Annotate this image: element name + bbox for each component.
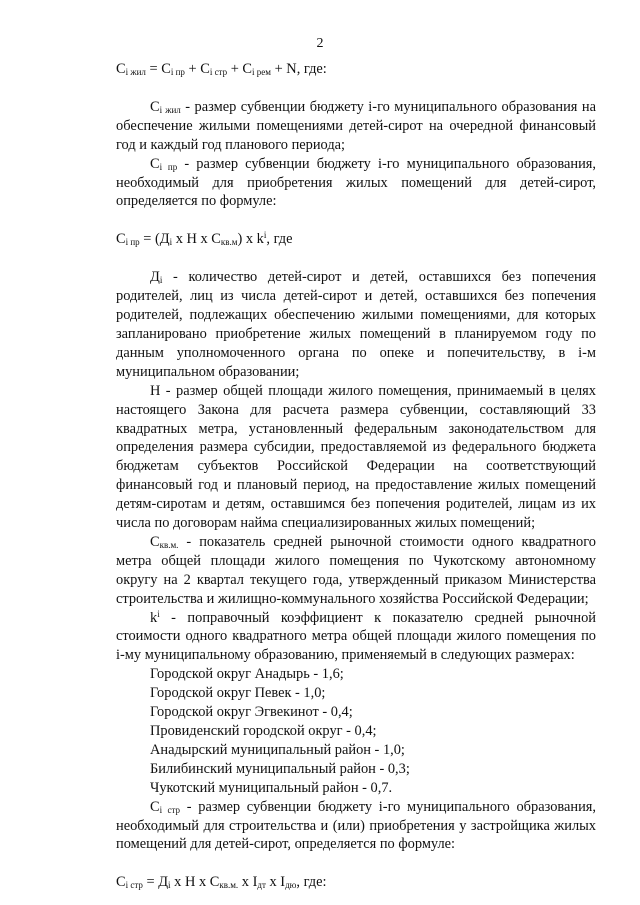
paragraph-c-kvm: $С_{кв.м.}$ - показатель средней рыночной стоимости одного квадратного метра общей площади жилого помещения по Чукотскому автономному округу на 2 квартал текущего года, утвержденный приказом Министерства строительства и жилищно-коммунального хозяйства Российской Федерации; [116,533,596,607]
formula-c-str: $С_{i стр} = Д_i$ х Н х $С_{кв.м.}$ х $I_{дт}$ х $I_{дю}$, где: [116,874,327,891]
paragraph-c-zhil: $С_{i жил}$ - размер субвенции бюджету i-го муниципального образования на обеспечение жилыми помещениями детей-сирот на очередной финансовый год и каждый год планового периода; [116,98,596,153]
list-item: Городской округ Анадырь - 1,6; [150,666,344,683]
paragraph-h: Н - размер общей площади жилого помещения, принимаемый в целях настоящего Закона для расчета размера субвенции, составляющий 33 квадратных метра, установленный федеральным законодательством для определения размера субсидии, предоставляемой из федерального бюджета бюджетам субъектов Российской Федерации на соответствующий финансовый год и плановый период, на предоставление жилых помещений детям-сиротам и детям, оставшимся без попечения родителей, лицам из их числа по договорам найма специализированных жилых помещений; [116,382,596,532]
document-body [116,60,596,892]
formula-c-pr: $С_{i пр} = (Д_i$ х Н х $С_{кв.м}$) х $k^i$, где [116,230,293,248]
paragraph-c-pr: $С_{i пр}$ - размер субвенции бюджету i-го муниципального образования, необходимый для приобретения жилых помещений для детей-сирот, определяется по формуле: [116,155,596,210]
list-item: Анадырский муниципальный район - 1,0; [150,741,405,758]
list-item: Городской округ Певек - 1,0; [150,685,326,702]
list-item: Провиденский городской округ - 0,4; [150,723,377,739]
list-item: Чукотский муниципальный район - 0,7. [150,779,393,796]
formula-c-zhil: $С_{i жил} = С_{i пр} + С_{i стр} + С_{i рем} + N$, где: [116,61,327,77]
page-number: 2 [316,36,324,51]
paragraph-d-i: $Д_i$ - количество детей-сирот и детей, оставшихся без попечения родителей, лиц из числа детей-сирот и детей, оставшихся без попечения родителей, подлежащих обеспечению жилыми помещениями, для которых запланировано приобретение жилых помещений в планируемом году по данным уполномоченного органа по опеке и попечительству, в i-м муниципальном образовании; [116,269,596,380]
list-item: Билибинский муниципальный район - 0,3; [150,760,410,777]
list-item: Городской округ Эгвекинот - 0,4; [150,704,353,721]
paragraph-k-i: $k^i$ - поправочный коэффициент к показателю средней рыночной стоимости одного квадратного метра общей площади жилого помещения по i-му муниципальному образованию, применяемый в следующих размерах: [116,608,596,664]
paragraph-c-str: $С_{i стр}$ - размер субвенции бюджету i-го муниципального образования, необходимый для строительства и (или) приобретения у застройщика жилых помещений для детей-сирот, определяется по формуле: [116,798,596,853]
